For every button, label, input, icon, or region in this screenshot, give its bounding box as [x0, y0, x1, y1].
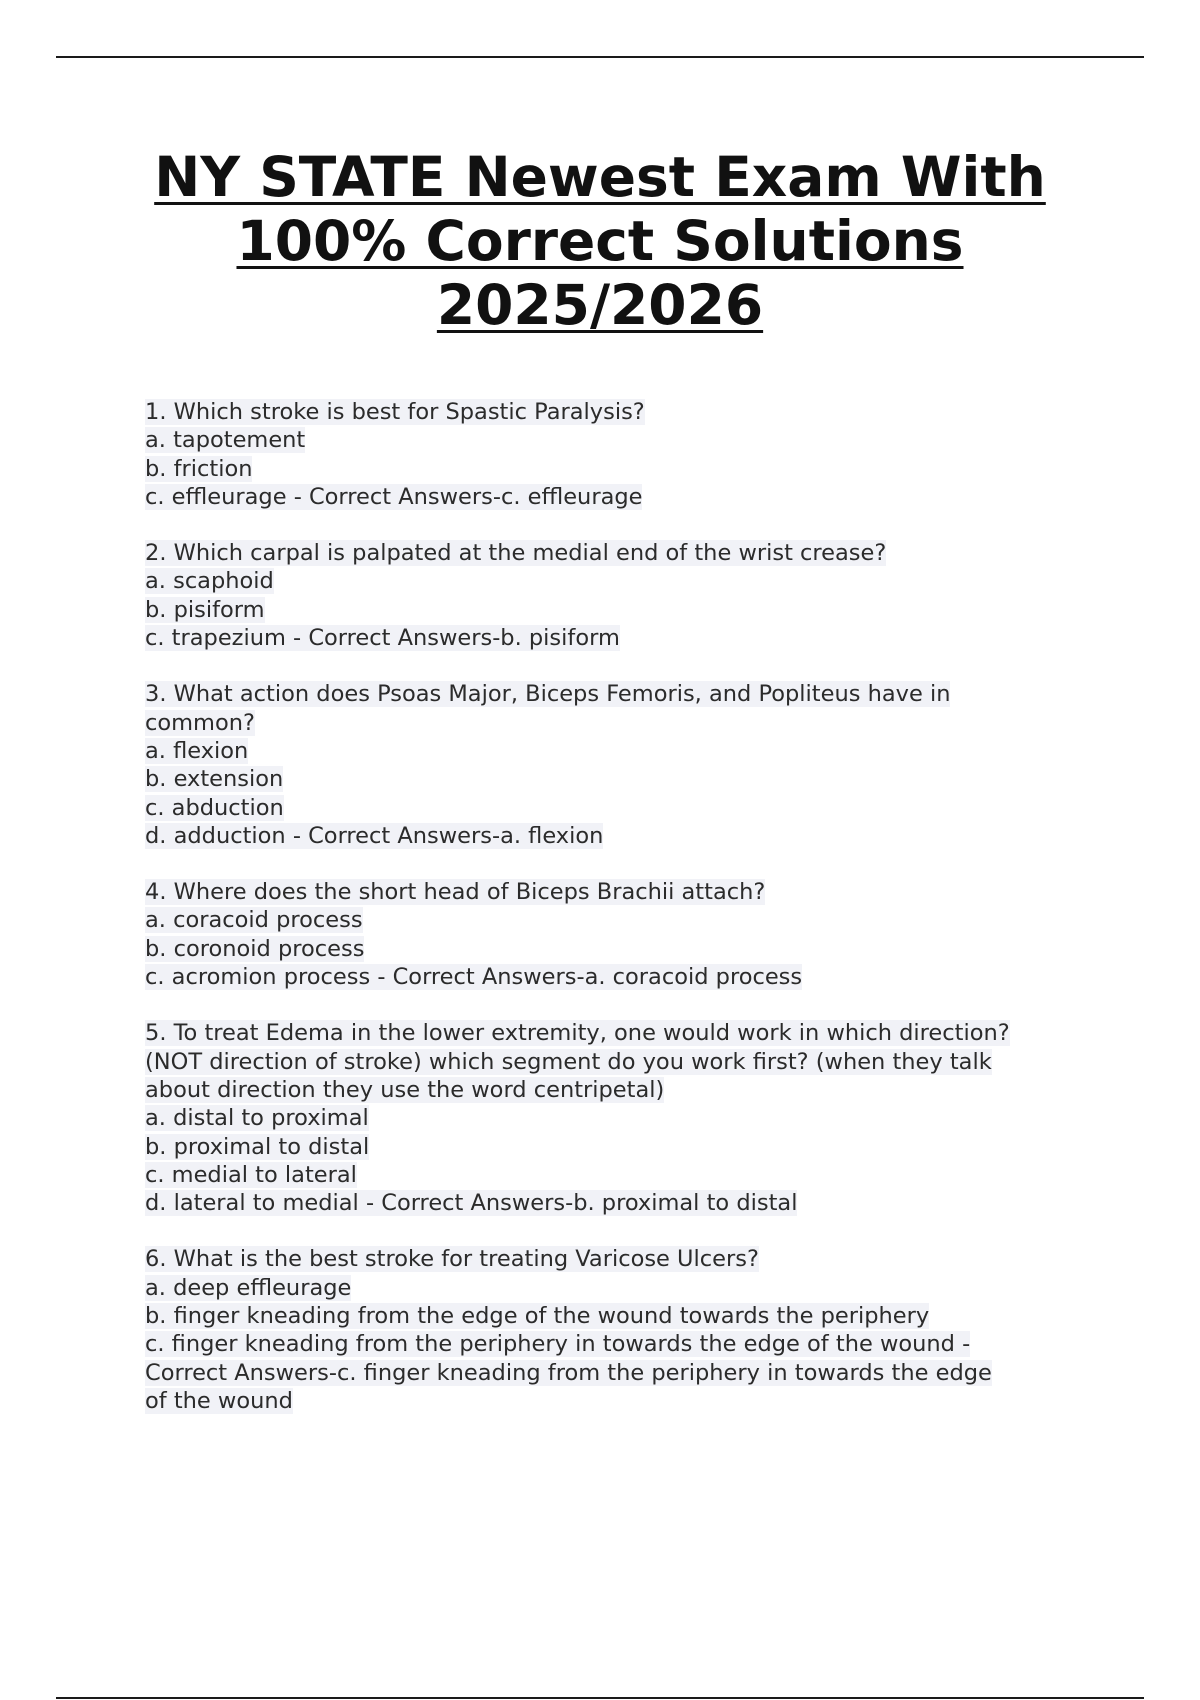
correct-answer-text: Correct Answers-c. finger kneading from the periphery in towards the edge [145, 1359, 992, 1386]
question-4 [145, 878, 1085, 991]
answer-option-with-correct-answer: c. effleurage - Correct Answers-c. effleurage [145, 483, 643, 510]
answer-option-with-correct-answer: d. adduction - Correct Answers-a. flexion [145, 822, 604, 849]
question-text: 5. To treat Edema in the lower extremity, one would work in which direction? [145, 1020, 1010, 1047]
answer-option-with-correct-answer: d. lateral to medial - Correct Answers-b. proximal to distal [145, 1190, 798, 1217]
question-text: 4. Where does the short head of Biceps Brachii attach? [145, 879, 766, 906]
answer-option: a. scaphoid [145, 568, 274, 595]
answer-option: b. coronoid process [145, 935, 365, 962]
document-title [100, 145, 1100, 337]
answer-option: b. extension [145, 766, 284, 793]
answer-option-with-correct-answer: c. trapezium - Correct Answers-b. pisiform [145, 625, 620, 652]
answer-option-with-correct-answer: c. finger kneading from the periphery in towards the edge of the wound - [145, 1331, 971, 1358]
footer-rule [56, 1697, 1144, 1699]
title-line: 100% Correct Solutions [236, 209, 964, 273]
question-list [145, 398, 1085, 1443]
answer-option: c. abduction [145, 794, 284, 821]
question-6 [145, 1245, 1085, 1415]
answer-option: c. medial to lateral [145, 1161, 357, 1188]
answer-option: a. coracoid process [145, 907, 363, 934]
question-text: about direction they use the word centripetal) [145, 1076, 665, 1103]
answer-option: b. friction [145, 455, 253, 482]
answer-option: b. proximal to distal [145, 1133, 370, 1160]
answer-option: b. finger kneading from the edge of the wound towards the periphery [145, 1303, 930, 1330]
answer-option: a. deep effleurage [145, 1274, 352, 1301]
question-5 [145, 1019, 1085, 1217]
question-text: (NOT direction of stroke) which segment do you work first? (when they talk [145, 1048, 992, 1075]
question-3 [145, 680, 1085, 850]
question-1 [145, 398, 1085, 511]
question-text: 1. Which stroke is best for Spastic Paralysis? [145, 399, 645, 425]
answer-option: a. flexion [145, 737, 249, 764]
question-text: 6. What is the best stroke for treating Varicose Ulcers? [145, 1246, 759, 1273]
answer-option: a. distal to proximal [145, 1105, 369, 1132]
correct-answer-text: of the wound [145, 1387, 293, 1414]
question-text: 2. Which carpal is palpated at the medial end of the wrist crease? [145, 540, 887, 567]
answer-option: b. pisiform [145, 596, 265, 623]
header-rule [56, 56, 1144, 58]
title-line: 2025/2026 [436, 273, 764, 337]
question-2 [145, 539, 1085, 652]
question-text: common? [145, 709, 255, 736]
title-line: NY STATE Newest Exam With [154, 145, 1046, 209]
answer-option: a. tapotement [145, 427, 306, 454]
answer-option-with-correct-answer: c. acromion process - Correct Answers-a. coracoid process [145, 964, 803, 991]
question-text: 3. What action does Psoas Major, Biceps Femoris, and Popliteus have in [145, 681, 951, 708]
